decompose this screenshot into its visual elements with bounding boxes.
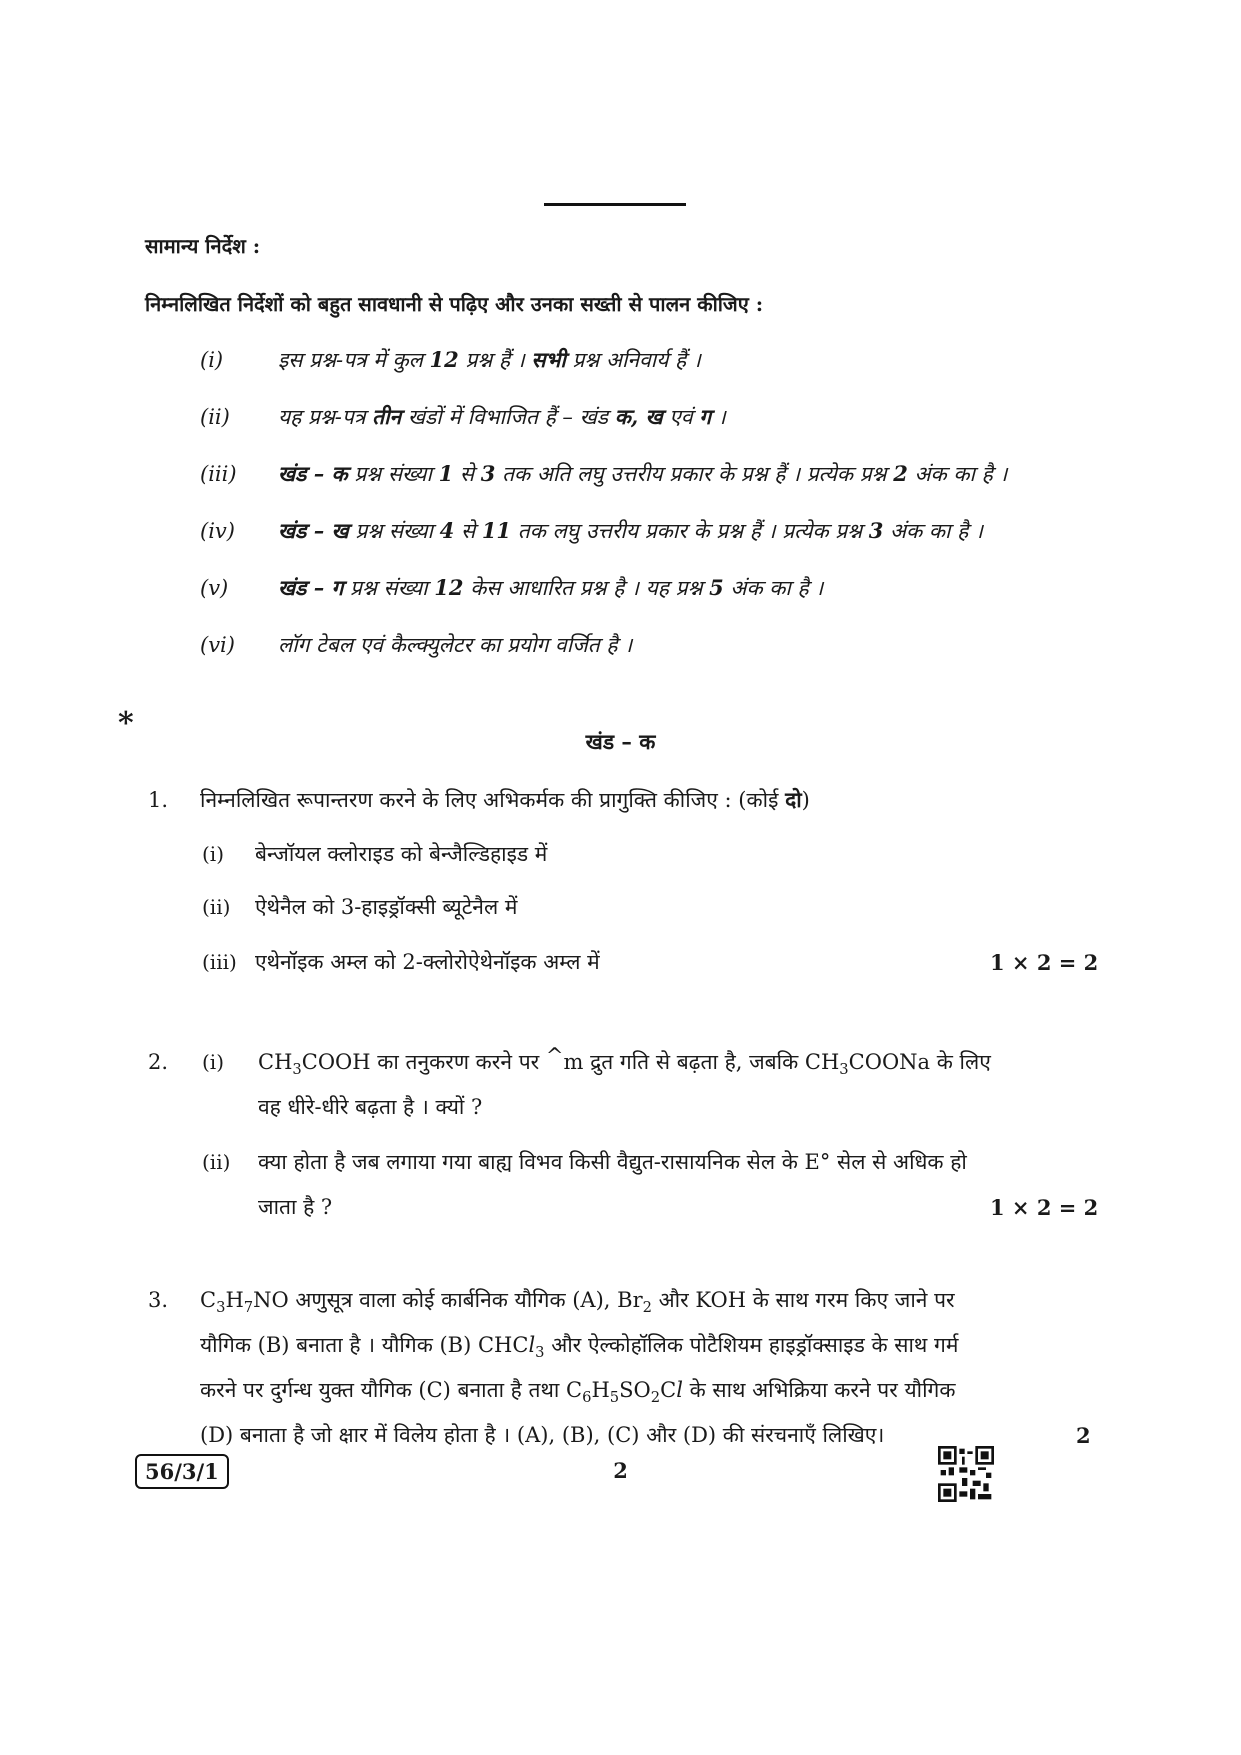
question-text: यौगिक (B) बनाता है । यौगिक (B) CHCl$_3$ और ऐल्कोहॉलिक पोटैशियम हाइड्रॉक्साइड के साथ गर्म [200, 1333, 959, 1362]
instruction-item: (v) खंड – ग प्रश्न संख्या 12 केस आधारित प्रश्न है । यह प्रश्न 5 अंक का है । [200, 575, 824, 600]
qr-code-icon [938, 1446, 994, 1502]
paper-code: 56/3/1 [135, 1454, 229, 1489]
sub-question-text: एथेनॉइक अम्ल को 2-क्लोरोऐथेनॉइक अम्ल में [255, 950, 600, 974]
question-number: 3. [148, 1288, 169, 1312]
star-mark: * [118, 706, 134, 741]
instruction-item: (iii) खंड – क प्रश्न संख्या 1 से 3 तक अति लघु उत्तरीय प्रकार के प्रश्न हैं । प्रत्येक प्रश्न 2 अंक का है । [200, 461, 1008, 486]
instruction-item: (i) इस प्रश्न-पत्र में कुल 12 प्रश्न हैं । सभी प्रश्न अनिवार्य हैं । [200, 347, 701, 372]
sub-question-number: (ii) [202, 895, 231, 919]
marks-label: 2 [1076, 1423, 1091, 1448]
question-number: 1. [148, 788, 169, 812]
question-text: (D) बनाता है जो क्षार में विलेय होता है । (A), (B), (C) और (D) की संरचनाएँ लिखिए। [200, 1423, 885, 1447]
sub-question-number: (i) [202, 842, 225, 866]
instruction-item: (iv) खंड – ख प्रश्न संख्या 4 से 11 तक लघु उत्तरीय प्रकार के प्रश्न हैं । प्रत्येक प्रश्न 3 अंक का है । [200, 518, 983, 543]
marks-label: 1 × 2 = 2 [990, 950, 1099, 975]
question-text: करने पर दुर्गन्ध युक्त यौगिक (C) बनाता है तथा $C_6H_5SO_2Cl$ के साथ अभिक्रिया करने पर यौगिक [200, 1378, 956, 1407]
instruction-item: (ii) यह प्रश्न-पत्र तीन खंडों में विभाजित हैं – खंड क, ख एवं ग । [200, 404, 726, 429]
sub-question-number: (ii) [202, 1150, 231, 1174]
section-heading: खंड – क [585, 729, 656, 754]
question-text: वह धीरे-धीरे बढ़ता है । क्यों ? [258, 1095, 483, 1119]
instruction-intro: निम्नलिखित निर्देशों को बहुत सावधानी से पढ़िए और उनका सख्ती से पालन कीजिए : [145, 292, 764, 316]
general-instructions-heading: सामान्य निर्देश : [145, 234, 261, 258]
sub-question-number: (iii) [202, 950, 237, 974]
sub-question-text: बेन्जॉयल क्लोराइड को बेन्जैल्डिहाइड में [255, 842, 548, 866]
top-rule [544, 203, 686, 206]
instruction-item: (vi) लॉग टेबल एवं कैल्क्युलेटर का प्रयोग वर्जित है । [200, 633, 633, 657]
sub-question-number: (i) [202, 1050, 225, 1074]
sub-question-text: ऐथेनैल को 3-हाइड्रॉक्सी ब्यूटेनैल में [255, 895, 518, 919]
question-text: $CH_3COOH$ का तनुकरण करने पर ^m द्रुत गति से बढ़ता है, जबकि $CH_3COONa$ के लिए [258, 1044, 991, 1079]
question-number: 2. [148, 1050, 169, 1074]
question-text: क्या होता है जब लगाया गया बाह्य विभव किसी वैद्युत-रासायनिक सेल के E° सेल से अधिक हो [258, 1150, 967, 1174]
page-number: 2 [613, 1458, 628, 1483]
marks-label: 1 × 2 = 2 [990, 1195, 1099, 1220]
question-text: निम्नलिखित रूपान्तरण करने के लिए अभिकर्मक की प्रागुक्ति कीजिए : (कोई दो) [200, 787, 810, 812]
question-text: जाता है ? [258, 1195, 333, 1219]
question-text: $C_3H_7NO$ अणुसूत्र वाला कोई कार्बनिक यौगिक (A), $Br_2$ और KOH के साथ गरम किए जाने पर [200, 1288, 955, 1317]
